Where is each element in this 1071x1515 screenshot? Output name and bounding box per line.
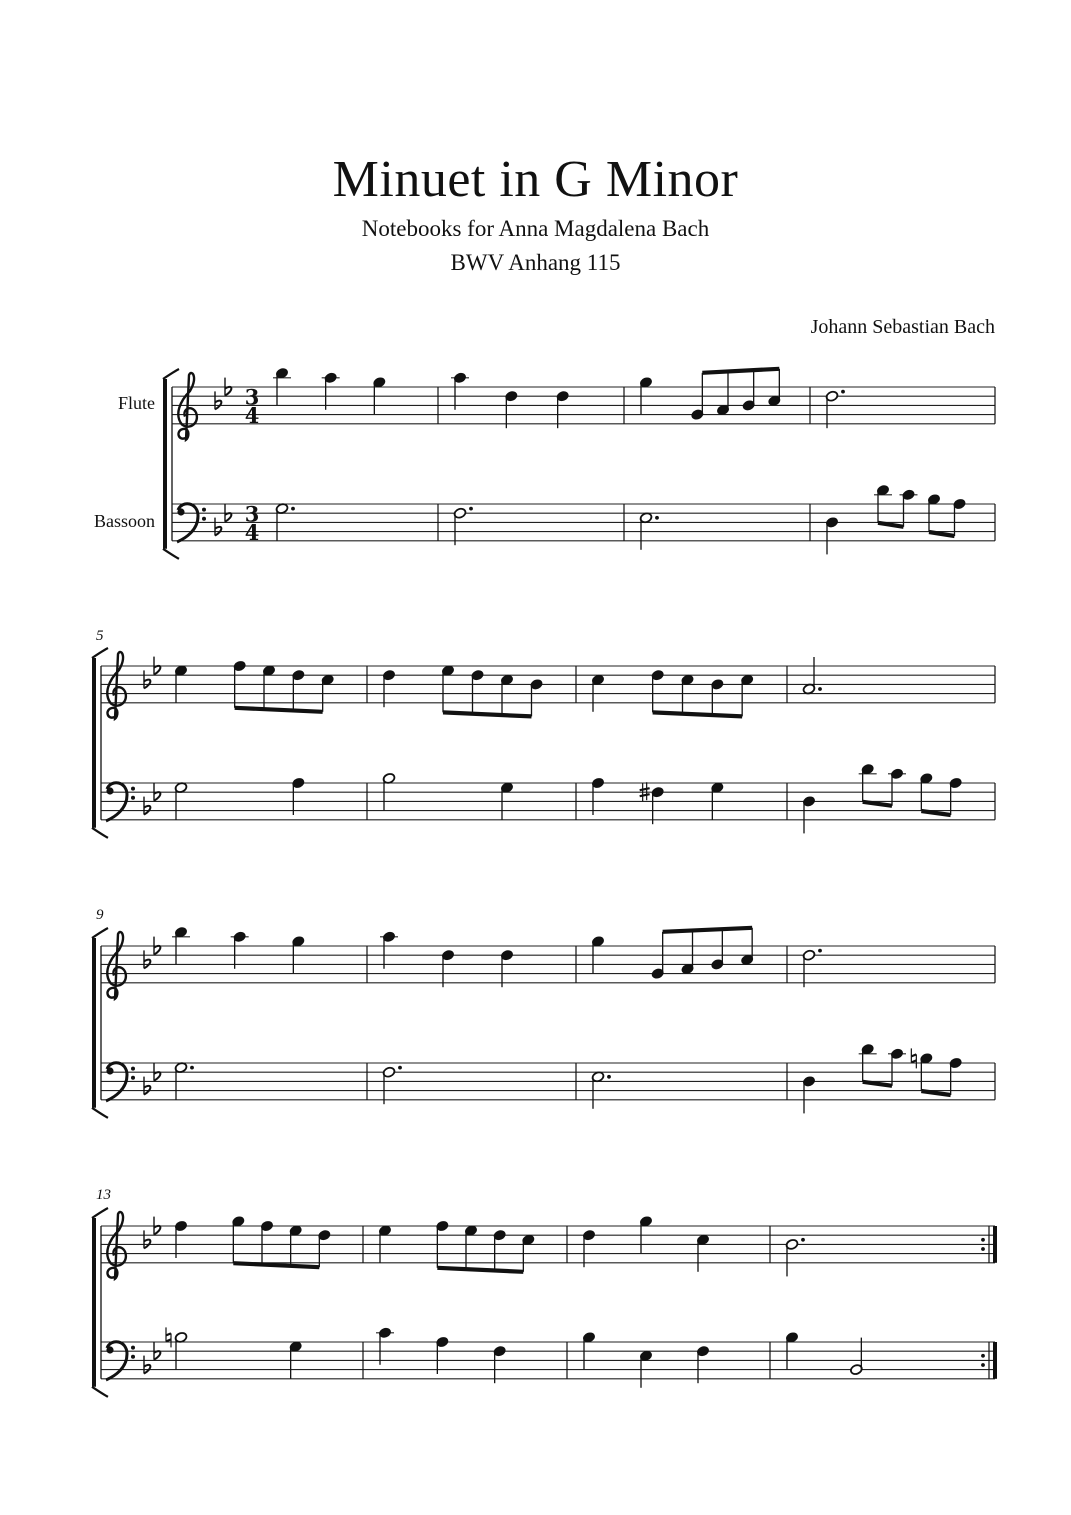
note [451,372,469,384]
beam [863,802,892,806]
note [888,768,906,780]
note [911,1048,933,1068]
repeat-dot [981,1354,985,1358]
natural-sign [911,1048,916,1068]
beam [443,712,532,716]
dot [469,507,473,511]
measure-number-system-3: 9 [96,907,104,923]
beam [878,523,904,527]
beam [702,369,779,373]
note [888,1048,906,1060]
time-sig-upper: 3 [244,501,260,527]
beam [235,708,323,712]
key-flat-b [144,670,150,688]
treble-clef-icon [107,932,126,999]
note [172,926,190,938]
dot [607,1075,611,1079]
note [874,484,892,496]
key-flat-b [144,797,150,815]
repeat-dot [981,1247,985,1251]
system-bracket [92,928,108,1118]
key-flat-b [215,518,221,536]
dot [655,516,659,520]
beam [653,712,743,716]
beam [233,1263,319,1267]
note [859,763,877,775]
dot [818,687,822,691]
repeat-dot [981,1238,985,1242]
beam [929,532,955,536]
time-sig-lower: 4 [244,402,260,428]
natural-sign [166,1327,171,1347]
beam [863,1082,892,1086]
key-flat-b [215,391,221,409]
dot [398,1066,402,1070]
repeat-dot [981,1363,985,1367]
note [166,1327,188,1347]
beam [921,811,950,815]
key-flat-b [144,950,150,968]
time-sig-upper: 3 [244,384,260,410]
key-flat-b [144,1356,150,1374]
dot [190,1066,194,1070]
flute-label: Flute [117,393,155,413]
score-subtitle: Notebooks for Anna Magdalena Bach [361,216,710,241]
system-bracket [92,1208,108,1397]
system-bracket [92,648,108,838]
note [376,1327,394,1339]
dot [818,949,822,953]
key-flat-b [144,1077,150,1095]
catalog-number: BWV Anhang 115 [450,250,621,275]
note [322,372,340,384]
measure-number-system-4: 13 [96,1187,111,1203]
note [273,367,291,379]
beam [921,1091,950,1095]
treble-clef-icon [178,373,197,440]
measure-number-system-2: 5 [96,628,104,644]
system-bracket [163,369,179,559]
time-sig-lower: 4 [244,519,260,545]
dot [801,1238,805,1242]
beam [663,928,753,932]
composer-name: Johann Sebastian Bach [810,316,995,338]
beam [437,1268,523,1272]
dot [841,390,845,394]
treble-clef-icon [107,1212,126,1279]
dot [291,507,295,511]
key-flat-b [144,1230,150,1248]
treble-clef-icon [107,652,126,719]
note [859,1043,877,1055]
note [900,489,918,501]
note [380,931,398,943]
bassoon-label: Bassoon [93,511,155,531]
note [231,931,249,943]
score-title: Minuet in G Minor [332,151,739,208]
